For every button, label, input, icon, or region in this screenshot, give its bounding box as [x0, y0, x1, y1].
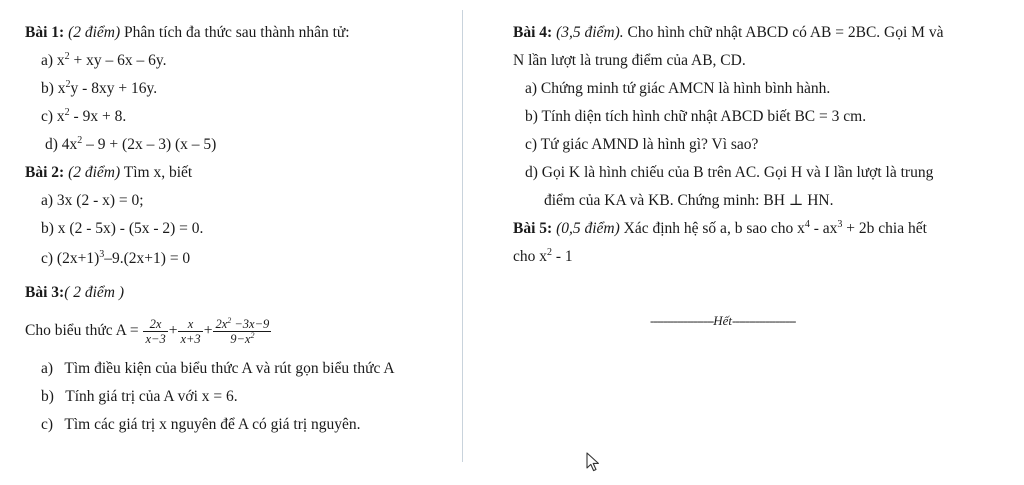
- fraction-1: $\frac{2x}{x-3}$: [145, 316, 166, 346]
- bai1-item-d: d) $4x^2 - 9 + (2x - 3)$ (x – 5): [45, 135, 217, 153]
- bai3-item-b: b) Tính giá trị của A với x = 6.: [41, 388, 238, 405]
- bai3-title: Bài 3:: [25, 284, 65, 301]
- bai2-item-b: b) x (2 - 5x) - (5x - 2) = 0.: [41, 220, 204, 237]
- bai4-item-d-line2: điểm của KA và KB. Chứng minh: BH ⊥ HN.: [544, 192, 834, 209]
- bai4-item-b: b) Tính diện tích hình chữ nhật ABCD biết BC = 3 cm.: [525, 108, 867, 125]
- fraction-3: $\frac{2x^2 -3x-9}{9-x^2}$: [215, 315, 270, 346]
- bai2-heading: [25, 164, 192, 182]
- bai5-points: (0,5 điểm): [556, 220, 620, 237]
- bai1-heading: [25, 24, 350, 42]
- bai1-item-a: a) $x^2$ + xy – 6x – 6y.: [41, 51, 167, 69]
- bai2-title: Bài 2:: [25, 164, 65, 181]
- bai3-expression: Cho biểu thức A = $\frac{2x}{x-3}$ + $\frac{x}{x+3}$ + $\frac{2x^2 -3x-9}{9-x^2}$: [25, 315, 270, 346]
- bai1-prompt: Phân tích đa thức sau thành nhân tử:: [124, 24, 350, 41]
- bai2-points: (2 điểm): [68, 164, 121, 181]
- bai1-points: (2 điểm): [68, 24, 121, 41]
- bai1-item-b: b) $x^2y - 8xy + 16y$.: [41, 79, 158, 97]
- bai2-prompt: Tìm x, biết: [123, 164, 193, 181]
- bai4-item-c: c) Tứ giác AMND là hình gì? Vì sao?: [525, 136, 759, 153]
- end-text: Hết: [713, 313, 733, 328]
- mouse-pointer-icon: [586, 452, 600, 472]
- bai4-prompt-line2: N lần lượt là trung điểm của AB, CD.: [513, 52, 746, 69]
- bai2-item-c: c) $(2x+1)^3-9.(2x+1) = 0$: [41, 249, 191, 267]
- bai1-item-c: c) $x^2 - 9x + 8$.: [41, 107, 127, 125]
- bai3-heading: [25, 284, 124, 302]
- bai3-item-c: c) Tìm các giá trị x nguyên để A có giá trị nguyên.: [41, 416, 361, 433]
- fraction-2: $\frac{x}{x+3}$: [180, 316, 201, 346]
- bai3-item-a: a) Tìm điều kiện của biểu thức A và rút gọn biểu thức A: [41, 360, 395, 377]
- bai4-points: (3,5 điểm).: [556, 24, 624, 41]
- bai4-title: Bài 4:: [513, 24, 553, 41]
- bai4-item-d: d) Gọi K là hình chiếu của B trên AC. Gọi H và I lần lượt là trung: [525, 164, 934, 181]
- bai5-line2: cho $x^2 - 1$: [513, 247, 573, 265]
- bai1-title: Bài 1:: [25, 24, 65, 41]
- bai4-item-a: a) Chứng minh tứ giác AMCN là hình bình hành.: [525, 80, 831, 97]
- bai4-prompt: Cho hình chữ nhật ABCD có AB = 2BC. Gọi M và: [627, 24, 944, 41]
- bai5-title: Bài 5:: [513, 220, 553, 237]
- end-marker: -------------------Hết-------------------: [650, 313, 796, 328]
- bai2-item-a: a) 3x (2 - x) = 0;: [41, 192, 144, 209]
- bai3-points: ( 2 điểm ): [64, 284, 125, 301]
- column-divider: [462, 10, 463, 462]
- bai5-heading: Bài 5: (0,5 điểm) Xác định hệ số a, b sao cho $x^4 - ax^3 + 2b$ chia hết: [513, 219, 927, 237]
- bai4-heading: [513, 24, 943, 42]
